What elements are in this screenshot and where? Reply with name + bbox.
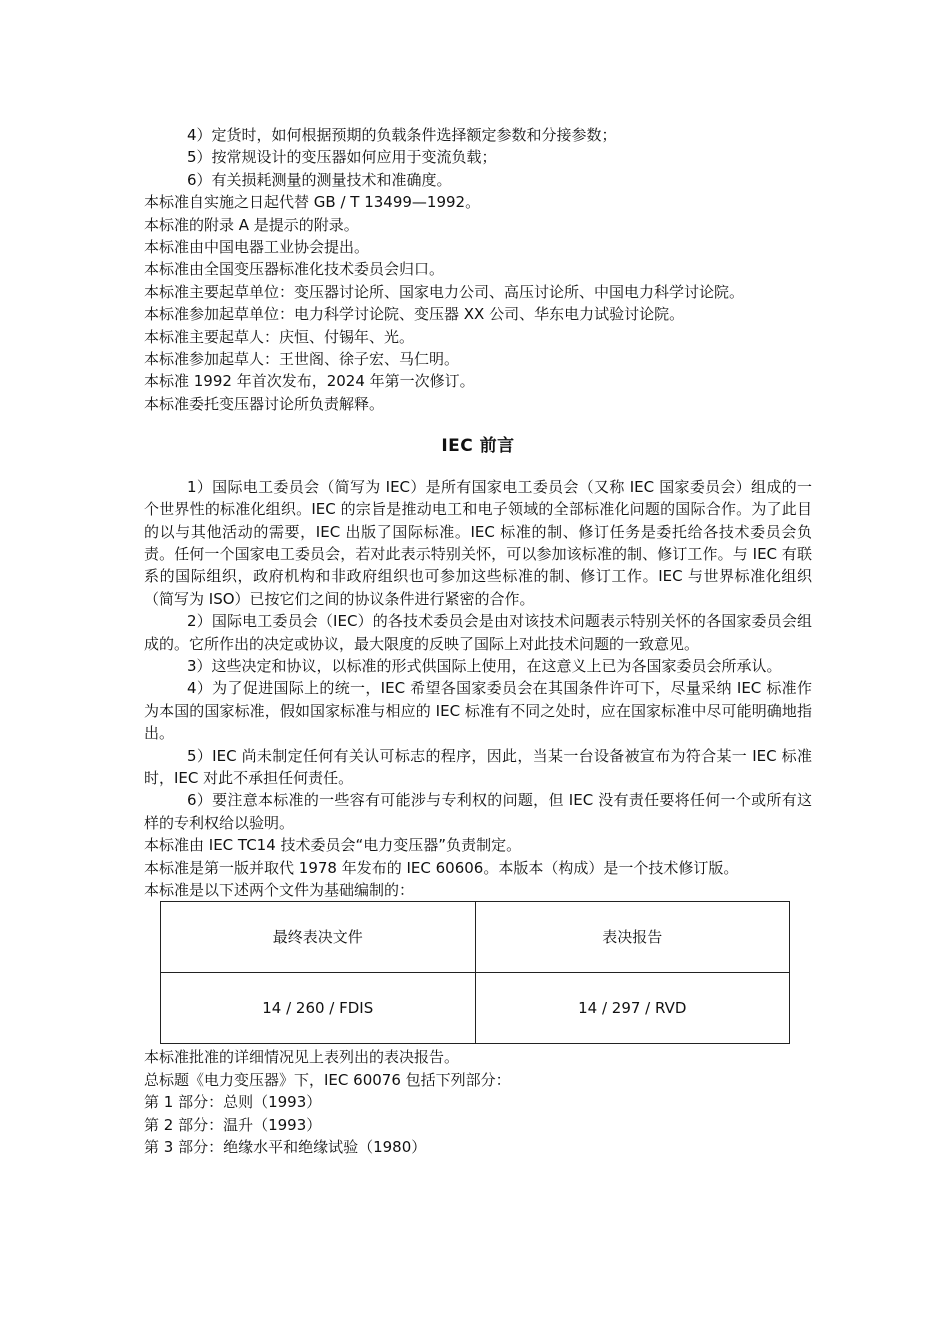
- closing-line: 第 3 部分：绝缘水平和绝缘试验（1980）: [144, 1138, 427, 1157]
- iec-line: 本标准是第一版并取代 1978 年发布的 IEC 60606。本版本（构成）是一个技术修订版。: [144, 858, 739, 877]
- national-line: 本标准的附录 A 是提示的附录。: [144, 215, 359, 234]
- table-header-cell: 最终表决文件: [161, 902, 476, 973]
- iec-foreword-heading: IEC 前言: [441, 436, 515, 457]
- iec-foreword-body: [144, 476, 812, 902]
- national-line: 本标准由全国变压器标准化技术委员会归口。: [144, 260, 445, 279]
- closing-line: 本标准批准的详细情况见上表列出的表决报告。: [144, 1048, 460, 1067]
- iec-paragraph: 5）IEC 尚未制定任何有关认可标志的程序，因此，当某一台设备被宣布为符合某一 IEC 标准时，IEC 对此不承担任何责任。: [144, 746, 812, 787]
- national-line: 本标准自实施之日起代替 GB / T 13499—1992。: [144, 193, 481, 212]
- national-line: 本标准参加起草人：王世阁、徐子宏、马仁明。: [144, 350, 460, 369]
- table-cell: 14 / 297 / RVD: [475, 973, 790, 1044]
- intro-list: [144, 124, 812, 191]
- national-line: 本标准参加起草单位：电力科学讨论院、变压器 XX 公司、华东电力试验讨论院。: [144, 305, 685, 324]
- iec-paragraph: 6）要注意本标准的一些容有可能涉与专利权的问题，但 IEC 没有责任要将任何一个或所有这样的专利权给以验明。: [144, 791, 812, 832]
- intro-item: 5）按常规设计的变压器如何应用于变流负载；: [187, 148, 497, 167]
- table-row: [161, 973, 790, 1044]
- table-header-cell: 表决报告: [475, 902, 790, 973]
- closing-line: 第 1 部分：总则（1993）: [144, 1093, 322, 1112]
- national-line: 本标准由中国电器工业协会提出。: [144, 238, 370, 257]
- closing-section: [144, 1046, 812, 1158]
- national-line: 本标准委托变压器讨论所负责解释。: [144, 394, 385, 413]
- iec-paragraph: 3）这些决定和协议，以标准的形式供国际上使用，在这意义上已为各国家委员会所承认。: [187, 656, 782, 675]
- iec-line: 本标准由 IEC TC14 技术委员会“电力变压器”负责制定。: [144, 836, 522, 855]
- iec-paragraph: 4）为了促进国际上的统一，IEC 希望各国家委员会在其国条件许可下，尽量采纳 IEC 标准作为本国的国家标准，假如国家标准与相应的 IEC 标准有不同之处时，应在国家标准中尽可能明确地指出。: [144, 679, 812, 743]
- national-line: 本标准主要起草人：庆恒、付锡年、光。: [144, 327, 415, 346]
- iec-line: 本标准是以下述两个文件为基础编制的：: [144, 881, 415, 899]
- national-line: 本标准 1992 年首次发布，2024 年第一次修订。: [144, 372, 475, 391]
- table-header-row: [161, 902, 790, 973]
- iec-paragraph: 2）国际电工委员会（IEC）的各技术委员会是由对该技术问题表示特别关怀的各国家委员会组成的。它所作出的决定或协议，最大限度的反映了国际上对此技术问题的一致意见。: [144, 612, 812, 653]
- intro-item: 4）定货时，如何根据预期的负载条件选择额定参数和分接参数；: [187, 126, 617, 144]
- document-page: [144, 124, 812, 1158]
- table-cell: 14 / 260 / FDIS: [161, 973, 476, 1044]
- iec-paragraph: 1）国际电工委员会（简写为 IEC）是所有国家电工委员会（又称 IEC 国家委员会）组成的一个世界性的标准化组织。IEC 的宗旨是推动电工和电子领域的全部标准化问题的国际合作。为了此目的以与其他活动的需要，IEC 出版了国际标准。IEC 标准的制、修订任务是委托给各技术委员会负责。任何一个国家电工委员会，若对此表示特别关怀，可以参加该标准的制、修订工作。与 IEC 有联系的国际组织，政府机构和非政府组织也可参加这些标准的制、修订工作。IEC 与世界标准化组织（简写为 ISO）已按它们之间的协议条件进行紧密的合作。: [144, 477, 812, 608]
- national-foreword: [144, 191, 812, 415]
- closing-line: 第 2 部分：温升（1993）: [144, 1115, 322, 1134]
- closing-line: 总标题《电力变压器》下，IEC 60076 包括下列部分：: [144, 1070, 511, 1089]
- intro-item: 6）有关损耗测量的测量技术和准确度。: [187, 170, 452, 189]
- vote-table: [160, 901, 790, 1044]
- national-line: 本标准主要起草单位：变压器讨论所、国家电力公司、高压讨论所、中国电力科学讨论院。: [144, 282, 745, 301]
